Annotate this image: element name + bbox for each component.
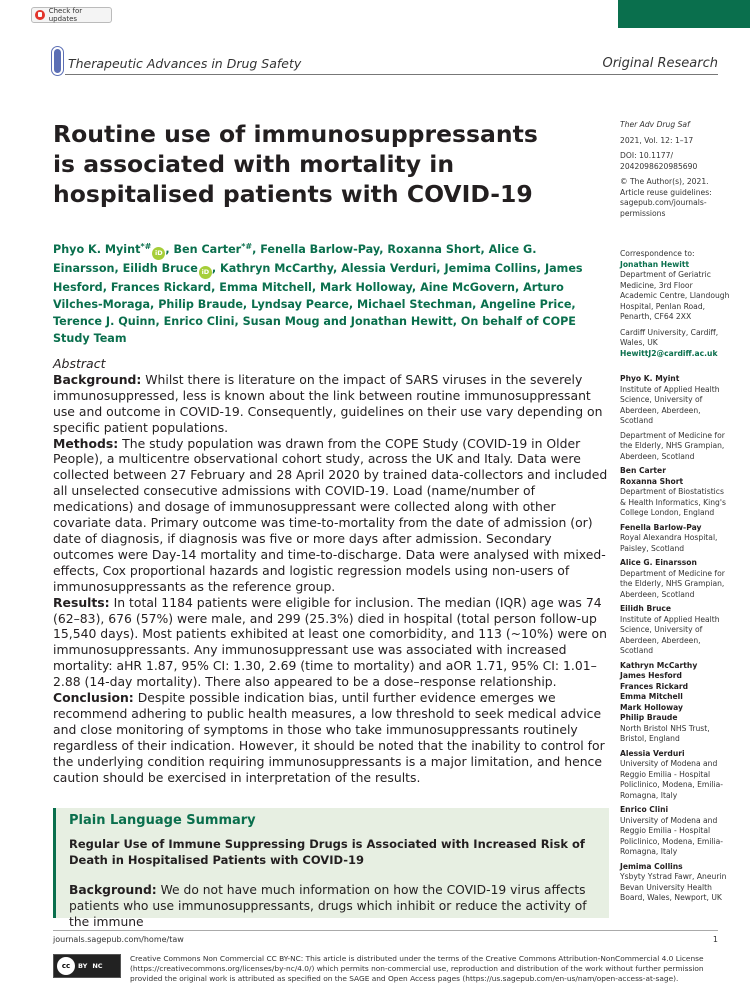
affiliation-author-name: Philip Braude xyxy=(620,713,678,722)
affiliation-entry xyxy=(620,661,732,745)
affiliation-author-name: Alessia Verduri xyxy=(620,748,685,758)
affiliation-entry xyxy=(620,558,732,600)
author-name[interactable]: , Ben Carter xyxy=(165,243,242,256)
author-names[interactable]: , Fenella Barlow-Pay, Roxanna Short, Alice G. Einarsson, Eilidh Bruce xyxy=(53,243,537,275)
correspondence-name: Jonathan Hewitt xyxy=(620,259,690,269)
affiliation-author-name: Ben Carter xyxy=(620,466,666,475)
cc-by-icon: BY xyxy=(78,962,88,970)
journal-url-link[interactable]: journals.sagepub.com/home/taw xyxy=(53,935,184,944)
plain-language-heading: Plain Language Summary xyxy=(69,813,256,828)
cc-license-badge[interactable] xyxy=(53,954,121,978)
correspondence-address-2: Cardiff University, Cardiff, Wales, UK xyxy=(620,327,719,347)
affiliation-entry xyxy=(620,523,732,555)
affiliation-author-name: Alice G. Einarsson xyxy=(620,558,697,567)
affiliation-author-name: Mark Holloway xyxy=(620,702,683,712)
affiliation-list xyxy=(620,374,732,908)
correspondence-address: Department of Geriatric Medicine, 3rd Floor Academic Centre, Llandough Hospital, Penlan Road, Penarth, CF64 2XX xyxy=(620,270,730,321)
affiliation-text: University of Modena and Reggio Emilia - Hospital Policlinico, Modena, Emilia-Romagna, Italy xyxy=(620,815,724,856)
abstract-results xyxy=(53,595,610,690)
section-text: We do not have much information on how the COVID-19 virus affects patients who use immunosuppressants, drugs which inhibit or reduce the activity of the immune xyxy=(69,883,587,929)
affiliation-entry xyxy=(620,749,732,802)
affiliation-text: Ysbyty Ystrad Fawr, Aneurin Bevan University Health Board, Wales, Newport, UK xyxy=(620,872,727,902)
affiliation-author-name: James Hesford xyxy=(620,671,682,680)
affiliation-author-name: Enrico Clini xyxy=(620,805,669,814)
bookmark-icon xyxy=(35,10,45,20)
corner-color-block xyxy=(618,0,750,28)
section-text: The study population was drawn from the COPE Study (COVID-19 in Older People), a multicentre observational cohort study, across the UK and Italy. Data were collected between 27 February and 28 April 2020 by trained data-collectors and included all unselected consecutive admissions with COVID-19. Load (name/number of medications) and dosage of immunosuppressant were collected along with other covariate data. Primary outcome was time-to-mortality from the date of admission (or) date of diagnosis, if diagnosis was five or more days after admission. Secondary outcomes were Day-14 mortality and time-to-discharge. Data were analysed with mixed-effects, Cox proportional hazards and logistic regression models using non-users of immunosuppressants as the reference group. xyxy=(53,435,608,594)
correspondence-label: Correspondence to: xyxy=(620,249,695,258)
doi[interactable]: DOI: 10.1177/ 2042098620985690 xyxy=(620,151,698,171)
check-updates-label: Check for updates xyxy=(48,7,83,23)
affiliation-author-name: Jemima Collins xyxy=(620,861,683,871)
article-type: Original Research xyxy=(602,56,718,71)
section-label: Methods: xyxy=(53,435,119,451)
volume-info: 2021, Vol. 12: 1–17 xyxy=(620,135,694,145)
affiliation-author-name: Fenella Barlow-Pay xyxy=(620,522,702,532)
orcid-icon[interactable]: iD xyxy=(199,266,212,279)
section-text: In total 1184 patients were eligible for inclusion. The median (IQR) age was 74 (62–83), 676 (57%) were male, and 299 (25.3%) died in hospital (total person follow-up 15,540 days). Most patients exhibited at least one comorbidity, and 113 (~10%) were on immunosuppressants. Any immunosuppressant use was associated with increased mortality: aHR 1.87, 95% CI: 1.30, 2.69 (time to mortality) and aOR 1.71, 95% CI: 1.01–2.88 (14-day mortality). There also appeared to be a dose–response relationship. xyxy=(53,594,607,690)
affiliation-text: Department of Medicine for the Elderly, NHS Grampian, Aberdeen, Scotland xyxy=(620,430,725,461)
affiliation-text: Department of Medicine for the Elderly, NHS Grampian, Aberdeen, Scotland xyxy=(620,568,725,599)
journal-marker-icon xyxy=(52,47,63,75)
author-name[interactable]: Phyo K. Myint xyxy=(53,243,141,256)
copyright: © The Author(s), 2021. Article reuse guidelines: sagepub.com/journals-permissions xyxy=(620,177,712,218)
section-text: Despite possible indication bias, until further evidence emerges we recommend adhering to public health measures, a low threshold to seek medical advice and close monitoring of symptoms in those who take immunosuppressants routinely regardless of their indication. However, it should be noted that the inability to control for the underlying condition requiring immunosuppressants is a major limitation, and hence caution should be exercised in interpretation of the results. xyxy=(53,690,605,785)
section-text: Whilst there is literature on the impact of SARS viruses in the severely immunosuppressed, less is known about the link between routine immunosuppressant use and outcome in COVID-19. Consequently, guidelines on their use vary depending on specific patient populations. xyxy=(53,371,603,435)
correspondence-email[interactable]: HewittJ2@cardiff.ac.uk xyxy=(620,348,718,358)
abstract-section xyxy=(53,356,610,785)
affiliation-entry xyxy=(620,805,732,858)
author-names[interactable]: , Kathryn McCarthy, Alessia Verduri, Jemima Collins, James Hesford, Frances Rickard, Emma Mitchell, Mark Holloway, Aine McGovern, Arturo Vilches-Moraga, Philip Braude, Lyndsay Pearce, Michael Stechman, Angeline Price, Terence J. Quinn, Enrico Clini, Susan Moug and Jonathan Hewitt, On behalf of COPE Study Team xyxy=(53,262,583,345)
header-divider xyxy=(65,74,718,75)
affiliation-entry xyxy=(620,604,732,657)
affiliation-text: North Bristol NHS Trust, Bristol, England xyxy=(620,723,710,743)
author-footnote-mark: *# xyxy=(140,242,152,251)
affiliation-text: Department of Biostatistics & Health Informatics, King's College London, England xyxy=(620,487,726,517)
license-text: Creative Commons Non Commercial CC BY-NC: This article is distributed under the terms of the Creative Commons Attribution-NonCommercial 4.0 License (https://creativecommons.org/licenses/by-nc/4.0/) which permits non-commercial use, reproduction and distribution of the work without further permission provided the original work is attributed as specified on the SAGE and Open Access pages (https://us.sagepub.com/en-us/nam/open-access-at-sage). xyxy=(130,954,704,983)
affiliation-entry xyxy=(620,374,732,427)
check-for-updates-button[interactable] xyxy=(31,7,112,23)
article-title: Routine use of immunosuppressants is associated with mortality in hospitalised patients with COVID-19 xyxy=(53,120,538,208)
orcid-icon[interactable]: iD xyxy=(152,247,165,260)
affiliation-text: Institute of Applied Health Science, University of Aberdeen, Aberdeen, Scotland xyxy=(620,384,720,425)
affiliation-author-name: Frances Rickard xyxy=(620,681,689,691)
plain-language-text xyxy=(69,882,594,930)
journal-abbrev: Ther Adv Drug Saf xyxy=(620,120,690,129)
affiliation-author-name: Phyo K. Myint xyxy=(620,374,680,383)
affiliation-author-name: Emma Mitchell xyxy=(620,692,683,701)
cc-icon: cc xyxy=(57,957,75,975)
affiliation-text: Royal Alexandra Hospital, Paisley, Scotland xyxy=(620,533,718,553)
abstract-background xyxy=(53,372,610,436)
author-list xyxy=(53,238,601,347)
abstract-heading: Abstract xyxy=(53,356,106,371)
cc-nc-icon: NC xyxy=(92,962,103,970)
affiliation-entry xyxy=(620,431,732,463)
affiliation-author-name: Kathryn McCarthy xyxy=(620,660,698,670)
section-label: Background: xyxy=(53,371,142,387)
affiliation-text: University of Modena and Reggio Emilia - Hospital Policlinico, Modena, Emilia-Romagna, Italy xyxy=(620,759,724,800)
abstract-conclusion xyxy=(53,690,610,785)
page-number: 1 xyxy=(712,935,718,944)
plain-language-subtitle: Regular Use of Immune Suppressing Drugs is Associated with Increased Risk of Death in Hospitalised Patients with COVID-19 xyxy=(69,837,585,867)
affiliation-entry xyxy=(620,862,732,904)
footer-divider xyxy=(53,930,718,931)
affiliation-author-name: Roxanna Short xyxy=(620,476,684,486)
journal-name: Therapeutic Advances in Drug Safety xyxy=(68,56,302,71)
abstract-methods xyxy=(53,436,610,595)
article-meta-sidebar xyxy=(620,120,730,359)
section-label: Conclusion: xyxy=(53,690,134,706)
section-label: Results: xyxy=(53,594,110,610)
section-label: Background: xyxy=(69,883,157,897)
affiliation-text: Institute of Applied Health Science, University of Aberdeen, Aberdeen, Scotland xyxy=(620,614,720,655)
author-footnote-mark: *# xyxy=(241,242,253,251)
affiliation-entry xyxy=(620,466,732,519)
affiliation-author-name: Eilidh Bruce xyxy=(620,604,672,613)
